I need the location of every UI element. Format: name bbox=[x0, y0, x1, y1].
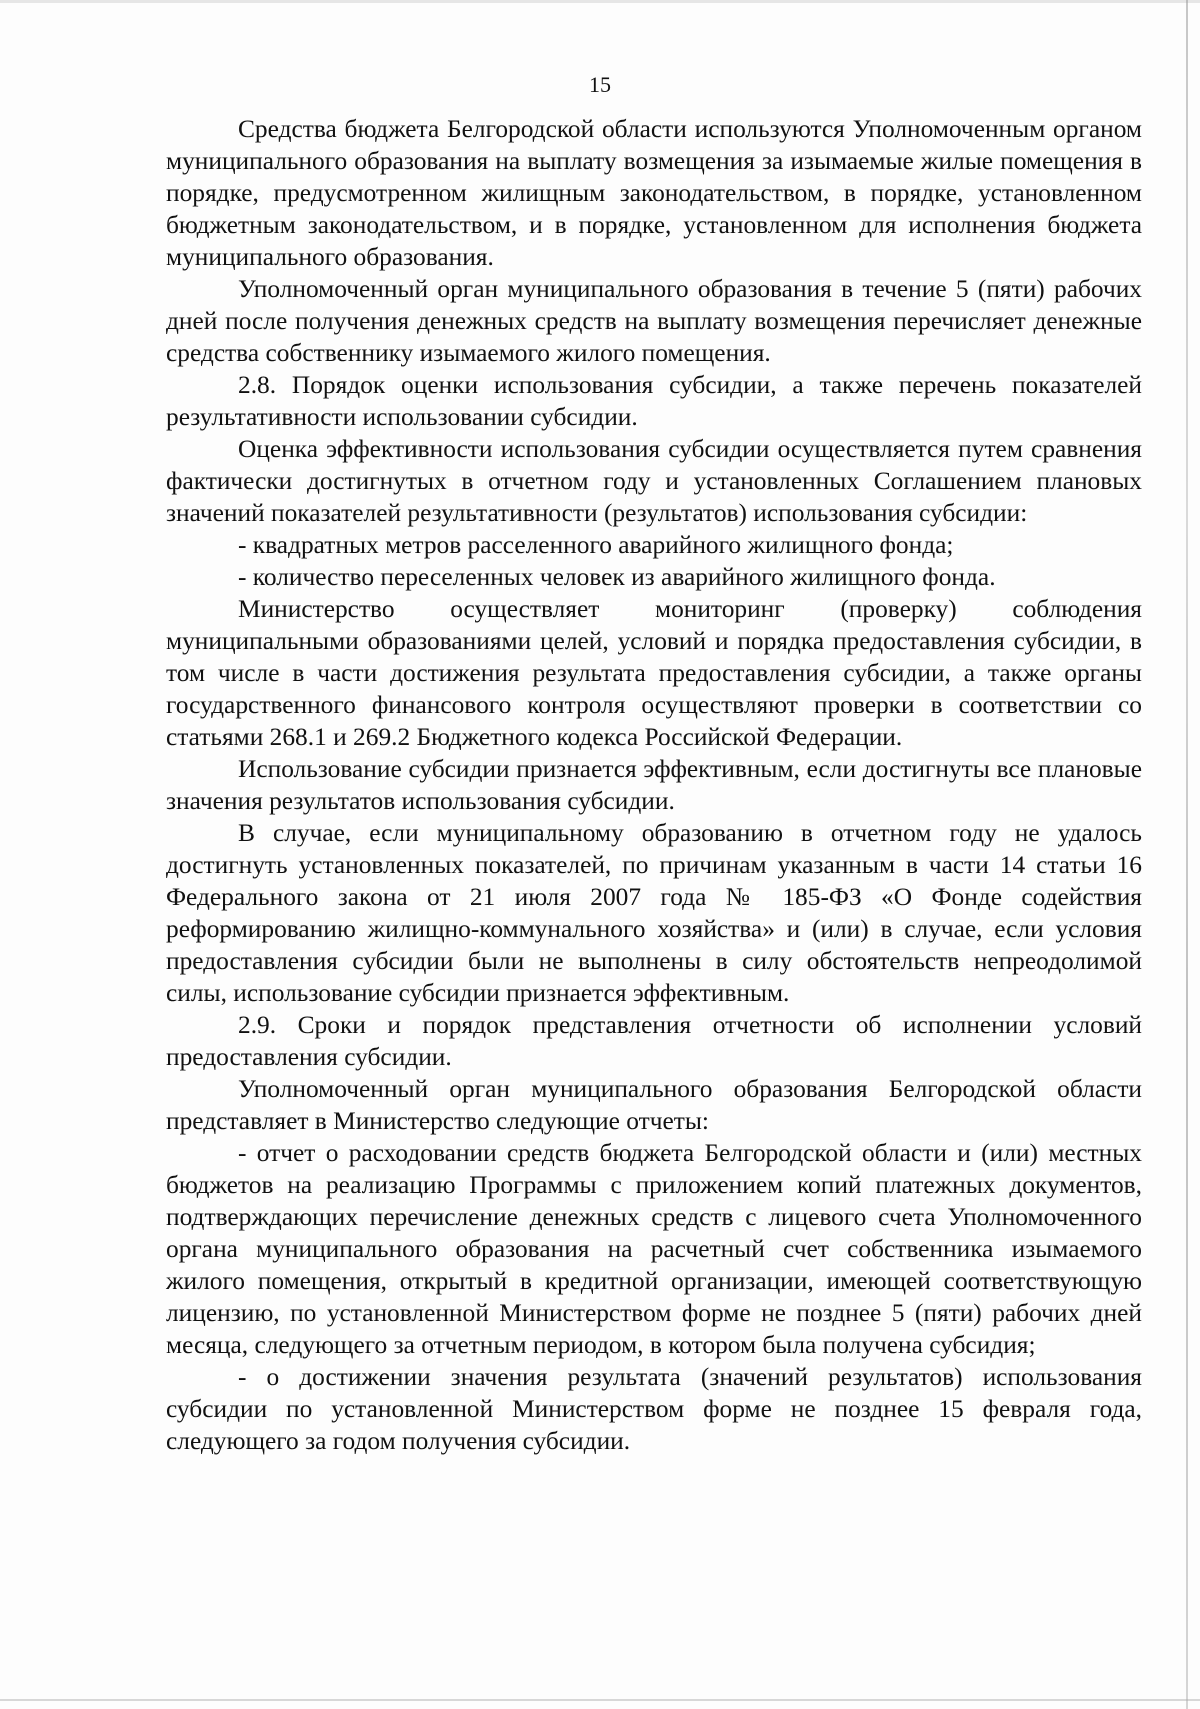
section-heading-2-9: 2.9. Сроки и порядок представления отчетности об исполнении условий предоставления субсидии. bbox=[166, 1011, 1142, 1071]
list-item-resettled-people: - количество переселенных человек из аварийного жилищного фонда. bbox=[238, 563, 996, 591]
scan-edge-bottom bbox=[0, 1699, 1200, 1701]
paragraph-failure-case: В случае, если муниципальному образованию в отчетном году не удалось достигнуть установленных показателей, по причинам указанным в части 14 статьи 16 Федерального закона от 21 июля 2007 года № 185-ФЗ «О Фонде содействия реформированию жилищно-коммунального хозяйства» и (или) в случае, если условия предоставления субсидии были не выполнены в силу обстоятельств непреодолимой силы, использование субсидии признается эффективным. bbox=[166, 819, 1142, 1007]
paragraph-reports-intro: Уполномоченный орган муниципального образования Белгородской области представляет в Министерство следующие отчеты: bbox=[166, 1075, 1142, 1135]
list-item-square-meters: - квадратных метров расселенного аварийного жилищного фонда; bbox=[238, 531, 954, 559]
document-body bbox=[166, 113, 1142, 1457]
list-item-expense-report: - отчет о расходовании средств бюджета Белгородской области и (или) местных бюджетов на реализацию Программы с приложением копий платежных документов, подтверждающих перечисление денежных средств с лицевого счета Уполномоченного органа муниципального образования на расчетный счет собственника изымаемого жилого помещения, открытый в кредитной организации, имеющей соответствующую лицензию, по установленной Министерством форме не позднее 5 (пяти) рабочих дней месяца, следующего за отчетным периодом, в котором была получена субсидия; bbox=[166, 1139, 1142, 1359]
paragraph-effective-use: Использование субсидии признается эффективным, если достигнуты все плановые значения результатов использования субсидии. bbox=[166, 755, 1142, 815]
section-heading-2-8: 2.8. Порядок оценки использования субсидии, а также перечень показателей результативности использовании субсидии. bbox=[166, 371, 1142, 431]
page-number: 15 bbox=[589, 72, 611, 97]
scan-edge-top bbox=[0, 0, 1200, 3]
list-item-results-report: - о достижении значения результата (значений результатов) использования субсидии по установленной Министерством форме не позднее 15 февраля года, следующего за годом получения субсидии. bbox=[166, 1363, 1142, 1455]
paragraph-budget-funds: Средства бюджета Белгородской области используются Уполномоченным органом муниципального образования на выплату возмещения за изымаемые жилые помещения в порядке, предусмотренном жилищным законодательством, в порядке, установленном бюджетным законодательством, и в порядке, установленном для исполнения бюджета муниципального образования. bbox=[166, 115, 1142, 271]
paragraph-efficiency-evaluation: Оценка эффективности использования субсидии осуществляется путем сравнения фактически достигнутых в отчетном году и установленных Соглашением плановых значений показателей результативности (результатов) использования субсидии: bbox=[166, 435, 1142, 527]
paragraph-transfer-owner: Уполномоченный орган муниципального образования в течение 5 (пяти) рабочих дней после получения денежных средств на выплату возмещения перечисляет денежные средства собственнику изымаемого жилого помещения. bbox=[166, 275, 1142, 367]
scan-edge-right bbox=[1186, 0, 1188, 1709]
paragraph-ministry-monitoring: Министерство осуществляет мониторинг (проверку) соблюдения муниципальными образованиями целей, условий и порядка предоставления субсидии, в том числе в части достижения результата предоставления субсидии, а также органы государственного финансового контроля осуществляют проверки в соответствии со статьями 268.1 и 269.2 Бюджетного кодекса Российской Федерации. bbox=[166, 595, 1142, 751]
